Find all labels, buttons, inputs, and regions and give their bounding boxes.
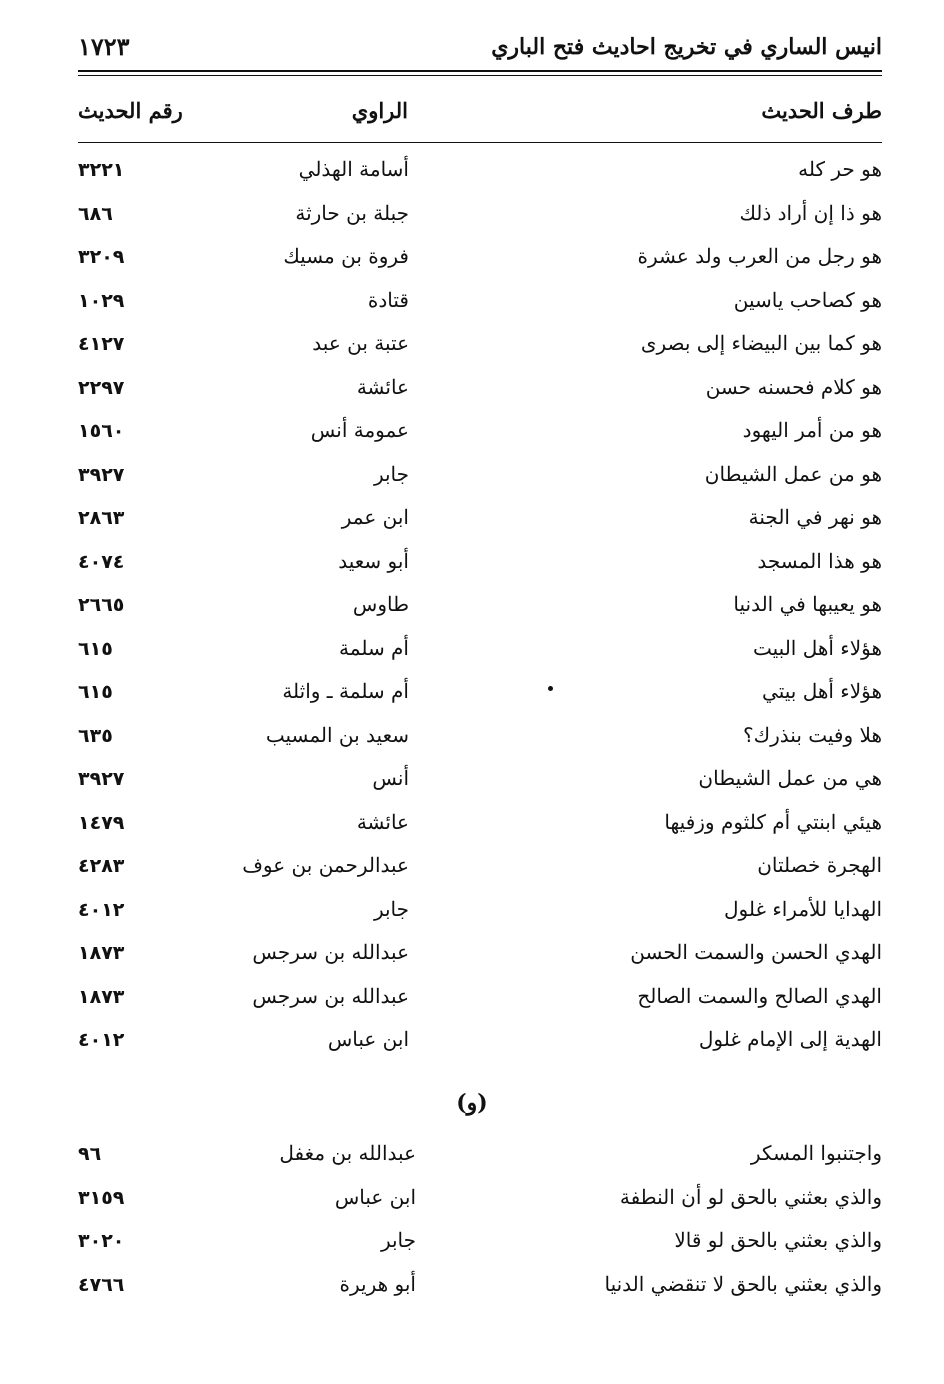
hadith-text: واجتنبوا المسكر [750,1141,882,1165]
section-letter: (و) [456,1090,488,1116]
table-row [78,497,886,541]
narrator-name: جابر [380,1228,416,1252]
hadith-number: ٣٢٠٩ [78,246,125,268]
hadith-number: ٢٨٦٣ [78,507,125,529]
hadith-number: ٢٢٩٧ [78,376,125,399]
narrator-name: ابن عباس [334,1184,416,1209]
table-row [78,323,886,367]
hadith-number: ٤٠١٢ [78,1029,125,1051]
table-row [78,410,886,454]
narrator-name: أم سلمة [339,635,409,660]
narrator-name: أنس [372,766,409,790]
hadith-number: ٣٩٢٧ [78,768,125,790]
hadith-text: هو من أمر اليهود [742,418,882,442]
hadith-text: هو كصاحب ياسين [733,287,882,312]
hadith-number: ٦٨٦ [78,202,113,225]
hadith-number: ٣٩٢٧ [78,463,125,486]
hadith-number: ١٠٢٩ [78,289,125,312]
hadith-text: هو كما بين البيضاء إلى بصرى [640,331,882,355]
hadith-number: ٩٦ [78,1143,102,1165]
table-row [78,628,886,672]
table-row [78,932,886,976]
hadith-number: ٤١٢٧ [78,333,125,355]
column-header-number: رقم الحديث [78,98,183,123]
column-header-narrator: الراوي [351,98,408,123]
table-row [78,367,886,411]
table-row [78,845,886,889]
table-row [78,671,886,715]
hadith-text: هو من عمل الشيطان [704,461,882,486]
hadith-table [78,149,886,1063]
narrator-name: أبو هريرة [339,1271,416,1296]
narrator-name: عائشة [356,809,409,834]
narrator-name: جابر [373,461,409,486]
book-title: انيس الساري في تخريج احاديث فتح الباري [491,34,882,60]
hadith-number: ٤٢٨٣ [78,855,125,877]
hadith-number: ١٨٧٣ [78,985,125,1008]
narrator-name: أم سلمة ـ واثلة [282,679,409,703]
hadith-text: هو رجل من العرب ولد عشرة [637,244,882,268]
hadith-text: الهدايا للأمراء غلول [724,896,882,921]
hadith-text: هو ذا إن أراد ذلك [739,200,882,225]
table-row [78,1264,886,1308]
table-row [78,1133,886,1177]
hadith-text: والذي بعثني بالحق لا تنقضي الدنيا [604,1271,882,1296]
hadith-text: الهدية إلى الإمام غلول [698,1027,882,1051]
hadith-table-section [78,1133,886,1307]
table-row [78,889,886,933]
hadith-text: هيئي ابنتي أم كلثوم وزفيها [664,809,882,834]
narrator-name: عتبة بن عبد [312,331,409,355]
table-row [78,802,886,846]
table-row [78,758,886,802]
hadith-number: ٢٦٦٥ [78,594,125,616]
hadith-text: هي من عمل الشيطان [698,766,882,790]
hadith-text: هو حر كله [798,157,882,181]
narrator-name: عائشة [356,374,409,399]
hadith-number: ٦١٥ [78,637,113,660]
hadith-number: ٣١٥٩ [78,1186,125,1209]
narrator-name: عبدالله بن سرجس [252,940,409,964]
table-row [78,280,886,324]
hadith-text: الهدي الصالح والسمت الصالح [637,983,882,1008]
hadith-number: ٤٠٧٤ [78,550,125,573]
table-row [78,193,886,237]
table-row [78,1019,886,1063]
narrator-name: قتادة [367,287,409,312]
narrator-name: سعيد بن المسيب [265,722,409,747]
table-row [78,1220,886,1264]
hadith-number: ٣٠٢٠ [78,1230,125,1252]
narrator-name: جبلة بن حارثة [295,200,409,225]
narrator-name: عبدالله بن سرجس [252,983,409,1008]
narrator-name: عمومة أنس [310,418,409,442]
hadith-text: والذي بعثني بالحق لو أن النطفة [619,1184,882,1209]
page-number: ١٧٢٣ [78,32,130,61]
hadith-text: هو نهر في الجنة [748,505,882,529]
narrator-name: ابن عباس [327,1027,409,1051]
table-row [78,236,886,280]
hadith-text: الهدي الحسن والسمت الحسن [630,940,882,964]
hadith-text: هو كلام فحسنه حسن [705,374,882,399]
table-row [78,715,886,759]
hadith-number: ١٥٦٠ [78,420,125,442]
hadith-number: ٦٣٥ [78,724,113,747]
hadith-number: ٦١٥ [78,681,113,703]
hadith-text: هو يعيبها في الدنيا [733,592,882,616]
hadith-text: هؤلاء أهل بيتي [762,679,882,703]
hadith-text: الهجرة خصلتان [757,853,882,877]
hadith-number: ١٤٧٩ [78,811,125,834]
narrator-name: جابر [373,896,409,921]
table-row [78,1177,886,1221]
narrator-name: أبو سعيد [338,548,409,573]
narrator-name: طاوس [352,592,409,616]
narrator-name: أسامة الهذلي [298,157,409,181]
column-header-rule [78,142,882,143]
hadith-number: ٣٢٢١ [78,159,125,181]
hadith-text: هو هذا المسجد [757,548,882,573]
narrator-name: عبدالله بن مغفل [279,1141,416,1165]
hadith-number: ٤٧٦٦ [78,1273,125,1296]
hadith-number: ٤٠١٢ [78,898,125,921]
table-row [78,454,886,498]
narrator-name: فروة بن مسيك [283,244,409,268]
hadith-number: ١٨٧٣ [78,942,125,964]
print-speck [548,686,553,691]
table-row [78,541,886,585]
narrator-name: ابن عمر [341,505,409,529]
page-header [78,28,882,72]
header-rule-thick [78,70,882,72]
narrator-name: عبدالرحمن بن عوف [242,853,409,877]
column-header-hadith: طرف الحديث [761,98,882,123]
table-row [78,584,886,628]
table-row [78,149,886,193]
header-rule-thin [78,75,882,76]
hadith-text: هؤلاء أهل البيت [752,635,882,660]
hadith-text: والذي بعثني بالحق لو قالا [674,1228,882,1252]
hadith-text: هلا وفيت بنذرك؟ [743,722,882,747]
table-row [78,976,886,1020]
